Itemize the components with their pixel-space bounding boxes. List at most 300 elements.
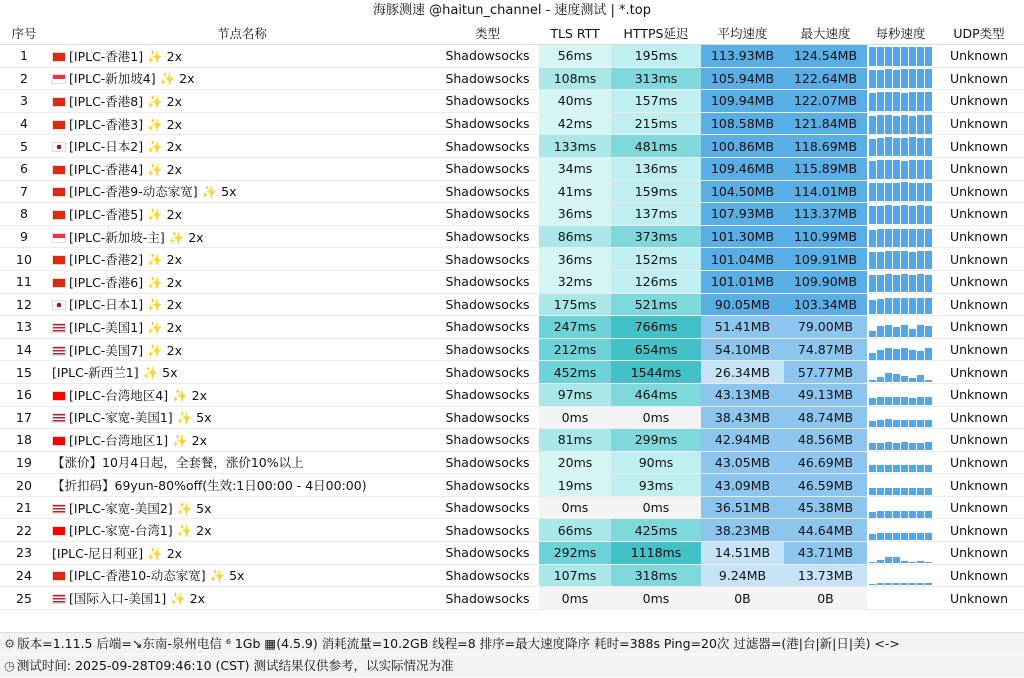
spark-bar <box>901 488 908 495</box>
spark-bar <box>917 511 924 518</box>
speed-sparkline <box>867 294 934 314</box>
cell-avg-speed: 54.10MB <box>701 338 784 361</box>
cell-tls-rtt: 20ms <box>539 451 611 474</box>
node-name: [IPLC-香港3] ✨ 2x <box>69 116 182 132</box>
node-name: [IPLC-日本2] ✨ 2x <box>69 139 182 155</box>
spark-bar <box>869 512 876 518</box>
table-row[interactable] <box>0 203 1024 226</box>
spark-bar <box>877 465 884 472</box>
cell-max-speed: 49.13MB <box>784 383 867 406</box>
cell-tls-rtt: 41ms <box>539 180 611 203</box>
cell-tls-rtt: 66ms <box>539 519 611 542</box>
cell-avg-speed: 109.94MB <box>701 90 784 113</box>
cell-node-name <box>48 542 436 565</box>
cell-per-second-speed <box>867 474 934 497</box>
cell-udp-type: Unknown <box>934 45 1024 68</box>
speed-sparkline <box>867 498 934 518</box>
flag-hk-icon <box>52 97 66 107</box>
cell-tls-rtt: 32ms <box>539 270 611 293</box>
table-row[interactable] <box>0 248 1024 271</box>
spark-bar <box>909 465 916 472</box>
spark-bar <box>893 397 900 405</box>
cell-max-speed: 122.64MB <box>784 67 867 90</box>
table-row[interactable] <box>0 270 1024 293</box>
spark-bar <box>901 161 908 179</box>
cell-udp-type: Unknown <box>934 225 1024 248</box>
table-row[interactable] <box>0 157 1024 180</box>
cell-type: Shadowsocks <box>436 180 539 203</box>
table-row[interactable] <box>0 496 1024 519</box>
speed-sparkline <box>867 227 934 247</box>
spark-bar <box>925 115 932 134</box>
cell-type: Shadowsocks <box>436 406 539 429</box>
spark-bar <box>893 443 900 450</box>
cell-avg-speed: 101.01MB <box>701 270 784 293</box>
spark-bar <box>893 116 900 134</box>
spark-bar <box>901 93 908 111</box>
cell-avg-speed: 109.46MB <box>701 157 784 180</box>
spark-bar <box>885 442 892 450</box>
table-row[interactable] <box>0 361 1024 384</box>
table-row[interactable] <box>0 45 1024 68</box>
spark-bar <box>893 138 900 156</box>
spark-bar <box>869 230 876 247</box>
cell-node-name <box>48 383 436 406</box>
cell-udp-type: Unknown <box>934 180 1024 203</box>
table-row[interactable] <box>0 587 1024 610</box>
cell-max-speed: 122.07MB <box>784 90 867 113</box>
cell-https-latency: 318ms <box>611 564 701 587</box>
cell-index: 1 <box>0 45 48 68</box>
spark-bar <box>885 47 892 66</box>
cell-udp-type: Unknown <box>934 248 1024 271</box>
spark-bar <box>893 47 900 66</box>
spark-bar <box>909 206 916 224</box>
cell-index: 10 <box>0 248 48 271</box>
spark-bar <box>893 251 900 269</box>
spark-bar <box>877 420 884 427</box>
cell-udp-type: Unknown <box>934 587 1024 610</box>
spark-bar <box>909 116 916 134</box>
cell-max-speed: 74.87MB <box>784 338 867 361</box>
spark-bar <box>885 511 892 518</box>
footer-time <box>0 655 1024 677</box>
table-row[interactable] <box>0 542 1024 565</box>
cell-max-speed: 103.34MB <box>784 293 867 316</box>
spark-bar <box>901 69 908 88</box>
spark-bar <box>877 47 884 66</box>
results-table <box>0 22 1024 610</box>
spark-bar <box>869 116 876 134</box>
spark-bar <box>877 229 884 247</box>
cell-node-name <box>48 361 436 384</box>
table-row[interactable] <box>0 90 1024 113</box>
cell-udp-type: Unknown <box>934 293 1024 316</box>
cell-udp-type: Unknown <box>934 270 1024 293</box>
spark-bar <box>925 533 932 540</box>
cell-tls-rtt: 292ms <box>539 542 611 565</box>
cell-node-name <box>48 157 436 180</box>
cell-max-speed: 48.74MB <box>784 406 867 429</box>
cell-index: 17 <box>0 406 48 429</box>
cell-per-second-speed <box>867 112 934 135</box>
cell-tls-rtt: 36ms <box>539 248 611 271</box>
table-row[interactable] <box>0 519 1024 542</box>
spark-bar <box>925 583 932 585</box>
cell-udp-type: Unknown <box>934 338 1024 361</box>
flag-sg-icon <box>52 74 66 84</box>
spark-bar <box>909 398 916 405</box>
node-name: [IPLC-美国7] ✨ 2x <box>69 342 182 358</box>
table-row[interactable] <box>0 67 1024 90</box>
spark-bar <box>917 274 924 292</box>
table-row[interactable] <box>0 135 1024 158</box>
cell-node-name <box>48 248 436 271</box>
spark-bar <box>925 160 932 179</box>
cell-max-speed: 57.77MB <box>784 361 867 384</box>
spark-bar <box>893 465 900 472</box>
cell-index: 9 <box>0 225 48 248</box>
cell-udp-type: Unknown <box>934 451 1024 474</box>
spark-bar <box>869 206 876 224</box>
table-row[interactable] <box>0 338 1024 361</box>
cell-type: Shadowsocks <box>436 451 539 474</box>
speed-sparkline <box>867 46 934 66</box>
table-row[interactable] <box>0 112 1024 135</box>
footer-line-2: 测试时间: 2025-09-28T09:46:10 (CST) 测试结果仅供参考，以实际情况为准 <box>16 658 454 673</box>
spark-bar <box>901 348 908 360</box>
table-row[interactable] <box>0 316 1024 339</box>
cell-udp-type: Unknown <box>934 429 1024 452</box>
spark-bar <box>917 351 924 360</box>
spark-bar <box>909 329 916 337</box>
spark-bar <box>917 397 924 405</box>
spark-bar <box>901 298 908 314</box>
spark-bar <box>885 274 892 292</box>
spark-bar <box>885 488 892 495</box>
table-row[interactable] <box>0 429 1024 452</box>
spark-bar <box>901 397 908 405</box>
cell-max-speed: 46.59MB <box>784 474 867 497</box>
spark-bar <box>869 331 876 337</box>
spark-bar <box>893 511 900 518</box>
spark-bar <box>925 380 932 382</box>
cell-index: 14 <box>0 338 48 361</box>
cell-type: Shadowsocks <box>436 542 539 565</box>
spark-bar <box>909 378 916 382</box>
cell-udp-type: Unknown <box>934 112 1024 135</box>
speed-sparkline <box>867 385 934 405</box>
spark-bar <box>885 183 892 201</box>
cell-node-name <box>48 496 436 519</box>
table-row[interactable] <box>0 383 1024 406</box>
cell-https-latency: 136ms <box>611 157 701 180</box>
spark-bar <box>885 160 892 179</box>
spark-bar <box>893 70 900 88</box>
node-name: [IPLC-香港9-动态家宽] ✨ 5x <box>69 184 237 200</box>
spark-bar <box>869 562 876 563</box>
spark-bar <box>909 252 916 269</box>
cell-index: 3 <box>0 90 48 113</box>
cell-max-speed: 109.90MB <box>784 270 867 293</box>
spark-bar <box>877 138 884 156</box>
spark-bar <box>901 138 908 156</box>
spark-bar <box>901 229 908 247</box>
spark-bar <box>925 229 932 247</box>
cell-per-second-speed <box>867 383 934 406</box>
spark-bar <box>901 205 908 224</box>
node-name: [IPLC-家宽-美国1] ✨ 5x <box>69 410 212 426</box>
node-name: 【折扣码】69yun-80%off(生效:1日00:00 - 4日00:00) <box>52 478 367 494</box>
speed-sparkline <box>867 272 934 292</box>
spark-bar <box>925 92 932 111</box>
speed-sparkline <box>867 204 934 224</box>
node-name: [IPLC-新加坡4] ✨ 2x <box>69 71 195 87</box>
cell-index: 23 <box>0 542 48 565</box>
spark-bar <box>885 298 892 314</box>
spark-bar <box>925 183 932 201</box>
cell-avg-speed: 43.13MB <box>701 383 784 406</box>
flag-hk-icon <box>52 120 66 130</box>
spark-bar <box>917 47 924 66</box>
spark-bar <box>901 115 908 134</box>
speed-sparkline <box>867 249 934 269</box>
cell-max-speed: 45.38MB <box>784 496 867 519</box>
spark-bar <box>869 353 876 360</box>
spark-bar <box>869 300 876 314</box>
flag-us-icon <box>52 594 66 604</box>
speed-sparkline <box>867 543 934 563</box>
spark-bar <box>869 465 876 472</box>
spark-bar <box>869 443 876 450</box>
cell-type: Shadowsocks <box>436 225 539 248</box>
spark-bar <box>893 557 900 563</box>
flag-hk-icon <box>52 187 66 197</box>
spark-bar <box>869 398 876 405</box>
spark-bar <box>925 511 932 518</box>
spark-bar <box>917 583 924 585</box>
spark-bar <box>885 205 892 224</box>
cell-https-latency: 195ms <box>611 45 701 68</box>
cell-max-speed: 115.89MB <box>784 157 867 180</box>
node-name: [IPLC-家宽-美国2] ✨ 5x <box>69 500 212 516</box>
spark-bar <box>901 561 908 563</box>
spark-bar <box>925 562 932 563</box>
cell-type: Shadowsocks <box>436 496 539 519</box>
cell-tls-rtt: 36ms <box>539 203 611 226</box>
table-row[interactable] <box>0 293 1024 316</box>
cell-avg-speed: 90.05MB <box>701 293 784 316</box>
spark-bar <box>877 115 884 134</box>
cell-udp-type: Unknown <box>934 496 1024 519</box>
cell-type: Shadowsocks <box>436 361 539 384</box>
spark-bar <box>877 183 884 201</box>
cell-avg-speed: 43.05MB <box>701 451 784 474</box>
spark-bar <box>925 47 932 66</box>
spark-bar <box>877 583 884 585</box>
flag-hk-icon <box>52 210 66 220</box>
node-name: [IPLC-美国1] ✨ 2x <box>69 319 182 335</box>
spark-bar <box>869 534 876 540</box>
flag-sg-icon <box>52 233 66 243</box>
cell-avg-speed: 42.94MB <box>701 429 784 452</box>
spark-bar <box>925 348 932 360</box>
spark-bar <box>901 465 908 472</box>
spark-bar <box>893 275 900 292</box>
cell-https-latency: 1544ms <box>611 361 701 384</box>
spark-bar <box>877 533 884 540</box>
cell-per-second-speed <box>867 293 934 316</box>
spark-bar <box>885 397 892 405</box>
cell-per-second-speed <box>867 135 934 158</box>
table-row[interactable] <box>0 406 1024 429</box>
spark-bar <box>885 465 892 472</box>
spark-bar <box>885 229 892 247</box>
node-name: [IPLC-台湾地区1] ✨ 2x <box>69 432 207 448</box>
speed-sparkline <box>867 159 934 179</box>
spark-bar <box>877 397 884 405</box>
spark-bar <box>869 183 876 201</box>
cell-https-latency: 481ms <box>611 135 701 158</box>
cell-type: Shadowsocks <box>436 383 539 406</box>
cell-type: Shadowsocks <box>436 203 539 226</box>
cell-per-second-speed <box>867 542 934 565</box>
spark-bar <box>909 229 916 247</box>
spark-bar <box>885 348 892 360</box>
cell-per-second-speed <box>867 45 934 68</box>
spark-bar <box>925 442 932 450</box>
table-header-row <box>0 22 1024 45</box>
spark-bar <box>885 583 892 585</box>
spark-bar <box>877 92 884 111</box>
node-name: [IPLC-台湾地区4] ✨ 2x <box>69 387 207 403</box>
spark-bar <box>869 275 876 292</box>
cell-udp-type: Unknown <box>934 316 1024 339</box>
cell-node-name <box>48 406 436 429</box>
cell-https-latency: 425ms <box>611 519 701 542</box>
cell-node-name <box>48 293 436 316</box>
spark-bar <box>909 350 916 360</box>
spark-bar <box>925 251 932 269</box>
cell-https-latency: 152ms <box>611 248 701 271</box>
col-header-index: 序号 <box>0 22 48 45</box>
cell-node-name <box>48 270 436 293</box>
table-row[interactable] <box>0 564 1024 587</box>
cell-index: 12 <box>0 293 48 316</box>
flag-tw-icon <box>52 526 66 536</box>
cell-avg-speed: 36.51MB <box>701 496 784 519</box>
table-row[interactable] <box>0 474 1024 497</box>
spark-bar <box>925 298 932 314</box>
speed-sparkline <box>867 317 934 337</box>
speed-sparkline <box>867 407 934 427</box>
cell-max-speed: 124.54MB <box>784 45 867 68</box>
spark-bar <box>901 511 908 518</box>
spark-bar <box>909 69 916 88</box>
spark-bar <box>885 251 892 269</box>
spark-bar <box>917 325 924 337</box>
spark-bar <box>893 327 900 337</box>
spark-bar <box>893 533 900 540</box>
spark-bar <box>917 92 924 111</box>
cell-avg-speed: 9.24MB <box>701 564 784 587</box>
cell-avg-speed: 104.50MB <box>701 180 784 203</box>
spark-bar <box>877 275 884 292</box>
table-row[interactable] <box>0 180 1024 203</box>
spark-bar <box>917 229 924 247</box>
flag-hk-icon <box>52 165 66 175</box>
cell-max-speed: 13.73MB <box>784 564 867 587</box>
cell-node-name <box>48 45 436 68</box>
cell-type: Shadowsocks <box>436 112 539 135</box>
table-row[interactable] <box>0 451 1024 474</box>
cell-udp-type: Unknown <box>934 203 1024 226</box>
spark-bar <box>901 325 908 337</box>
cell-avg-speed: 108.58MB <box>701 112 784 135</box>
cell-per-second-speed <box>867 361 934 384</box>
cell-max-speed: 118.69MB <box>784 135 867 158</box>
clock-icon: ◷ <box>4 658 15 673</box>
cell-node-name <box>48 564 436 587</box>
cell-udp-type: Unknown <box>934 564 1024 587</box>
cell-index: 15 <box>0 361 48 384</box>
cell-per-second-speed <box>867 67 934 90</box>
spark-bar <box>893 420 900 427</box>
spark-bar <box>901 251 908 269</box>
cell-max-speed: 44.64MB <box>784 519 867 542</box>
cell-per-second-speed <box>867 225 934 248</box>
spark-bar <box>877 377 884 382</box>
cell-avg-speed: 43.09MB <box>701 474 784 497</box>
cell-avg-speed: 105.94MB <box>701 67 784 90</box>
cell-node-name <box>48 316 436 339</box>
window-title: 海豚测速 @haitun_channel - 速度测试 | *.top <box>372 3 651 18</box>
col-header-tls-rtt: TLS RTT <box>539 22 611 45</box>
spark-bar <box>909 137 916 156</box>
cell-tls-rtt: 97ms <box>539 383 611 406</box>
cell-per-second-speed <box>867 270 934 293</box>
spark-bar <box>909 420 916 427</box>
spark-bar <box>917 375 924 382</box>
cell-avg-speed: 107.93MB <box>701 203 784 226</box>
table-row[interactable] <box>0 225 1024 248</box>
cell-node-name <box>48 225 436 248</box>
spark-bar <box>885 92 892 111</box>
node-name: [IPLC-家宽-台湾1] ✨ 2x <box>69 523 212 539</box>
cell-https-latency: 299ms <box>611 429 701 452</box>
cell-https-latency: 373ms <box>611 225 701 248</box>
cell-node-name <box>48 67 436 90</box>
spark-bar <box>869 421 876 427</box>
speed-sparkline <box>867 340 934 360</box>
spark-bar <box>877 299 884 314</box>
cell-max-speed: 43.71MB <box>784 542 867 565</box>
cell-udp-type: Unknown <box>934 90 1024 113</box>
spark-bar <box>869 584 876 585</box>
cell-type: Shadowsocks <box>436 519 539 542</box>
cell-node-name <box>48 474 436 497</box>
node-name: [IPLC-香港6] ✨ 2x <box>69 274 182 290</box>
spark-bar <box>893 374 900 382</box>
cell-https-latency: 215ms <box>611 112 701 135</box>
node-name: [IPLC-新加坡-主] ✨ 2x <box>69 229 204 245</box>
flag-us-icon <box>52 504 66 514</box>
flag-jp-icon <box>52 300 66 310</box>
cell-udp-type: Unknown <box>934 542 1024 565</box>
flag-tw-icon <box>52 436 66 446</box>
spark-bar <box>925 275 932 292</box>
cell-node-name <box>48 429 436 452</box>
